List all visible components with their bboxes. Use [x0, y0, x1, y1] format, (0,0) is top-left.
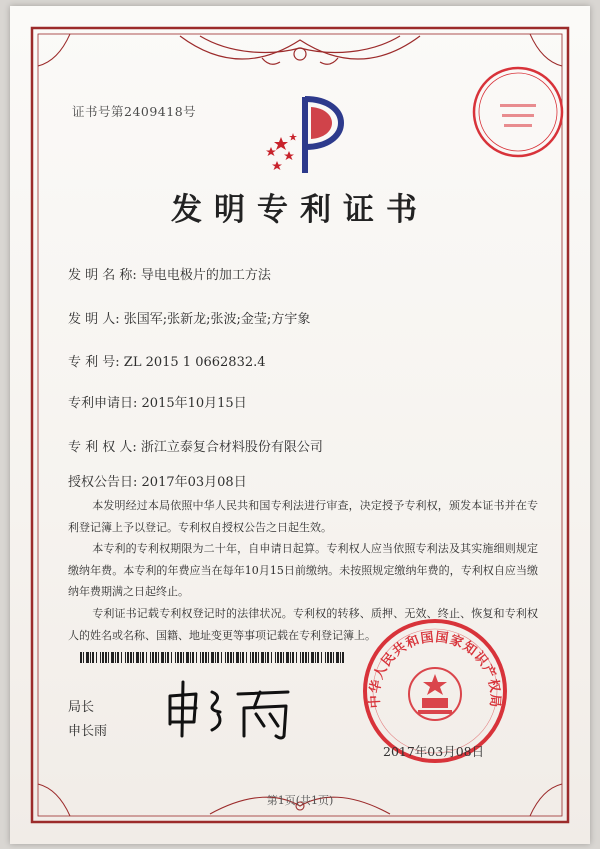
body-paragraph: 专利证书记载专利权登记时的法律状况。专利权的转移、质押、无效、终止、恢复和专利权人的姓名或名称、国籍、地址变更等事项记载在专利登记簿上。 — [68, 606, 538, 642]
field-value: 张国军;张新龙;张波;金莹;方宇象 — [123, 312, 311, 327]
field-label: 专 利 权 人: — [68, 440, 137, 455]
field-value: 2017年03月08日 — [141, 475, 247, 490]
field-label: 专利申请日: — [68, 396, 138, 411]
field-value: ZL 2015 1 0662832.4 — [123, 355, 266, 370]
field-value: 2015年10月15日 — [141, 396, 247, 411]
field-grant-date — [68, 471, 247, 490]
field-label: 授权公告日: — [68, 475, 138, 490]
signature-icon — [160, 674, 295, 744]
field-inventors — [68, 308, 310, 327]
field-invention-name — [68, 264, 271, 283]
certificate-page — [10, 6, 590, 844]
field-label: 专 利 号: — [68, 355, 120, 370]
field-patentee — [68, 436, 323, 455]
field-application-date — [68, 392, 247, 411]
field-label: 发 明 名 称: — [68, 268, 137, 283]
top-ornament — [180, 36, 420, 64]
seal-text: 中华人民共和国国家知识产权局 — [367, 630, 503, 709]
director-title: 局长 — [68, 700, 95, 715]
field-value: 浙江立泰复合材料股份有限公司 — [140, 440, 323, 455]
body-paragraph: 本发明经过本局依照中华人民共和国专利法进行审查，决定授予专利权，颁发本证书并在专利登记簿上予以登记。专利权自授权公告之日起生效。 — [68, 499, 538, 534]
seal-date: 2017年03月08日 — [383, 744, 485, 759]
field-value: 导电电极片的加工方法 — [140, 268, 271, 283]
certificate-number: 证书号第2409418号 — [72, 104, 197, 119]
patent-office-logo-icon — [265, 89, 355, 179]
field-label: 发 明 人: — [68, 312, 120, 327]
page-number: 第1页(共1页) — [266, 794, 334, 807]
agent-seal-icon — [470, 64, 566, 160]
field-patent-number — [68, 351, 266, 370]
director-name: 申长雨 — [68, 724, 108, 739]
body-paragraph: 本专利的专利权期限为二十年，自申请日起算。专利权人应当依照专利法及其实施细则规定缴纳年费。本专利的年费应当在每年10月15日前缴纳。未按照规定缴纳年费的，专利权自应当缴纳年费期满之日起终止。 — [68, 542, 538, 599]
barcode-icon — [80, 652, 346, 663]
certificate-title: 发明专利证书 — [171, 192, 429, 228]
